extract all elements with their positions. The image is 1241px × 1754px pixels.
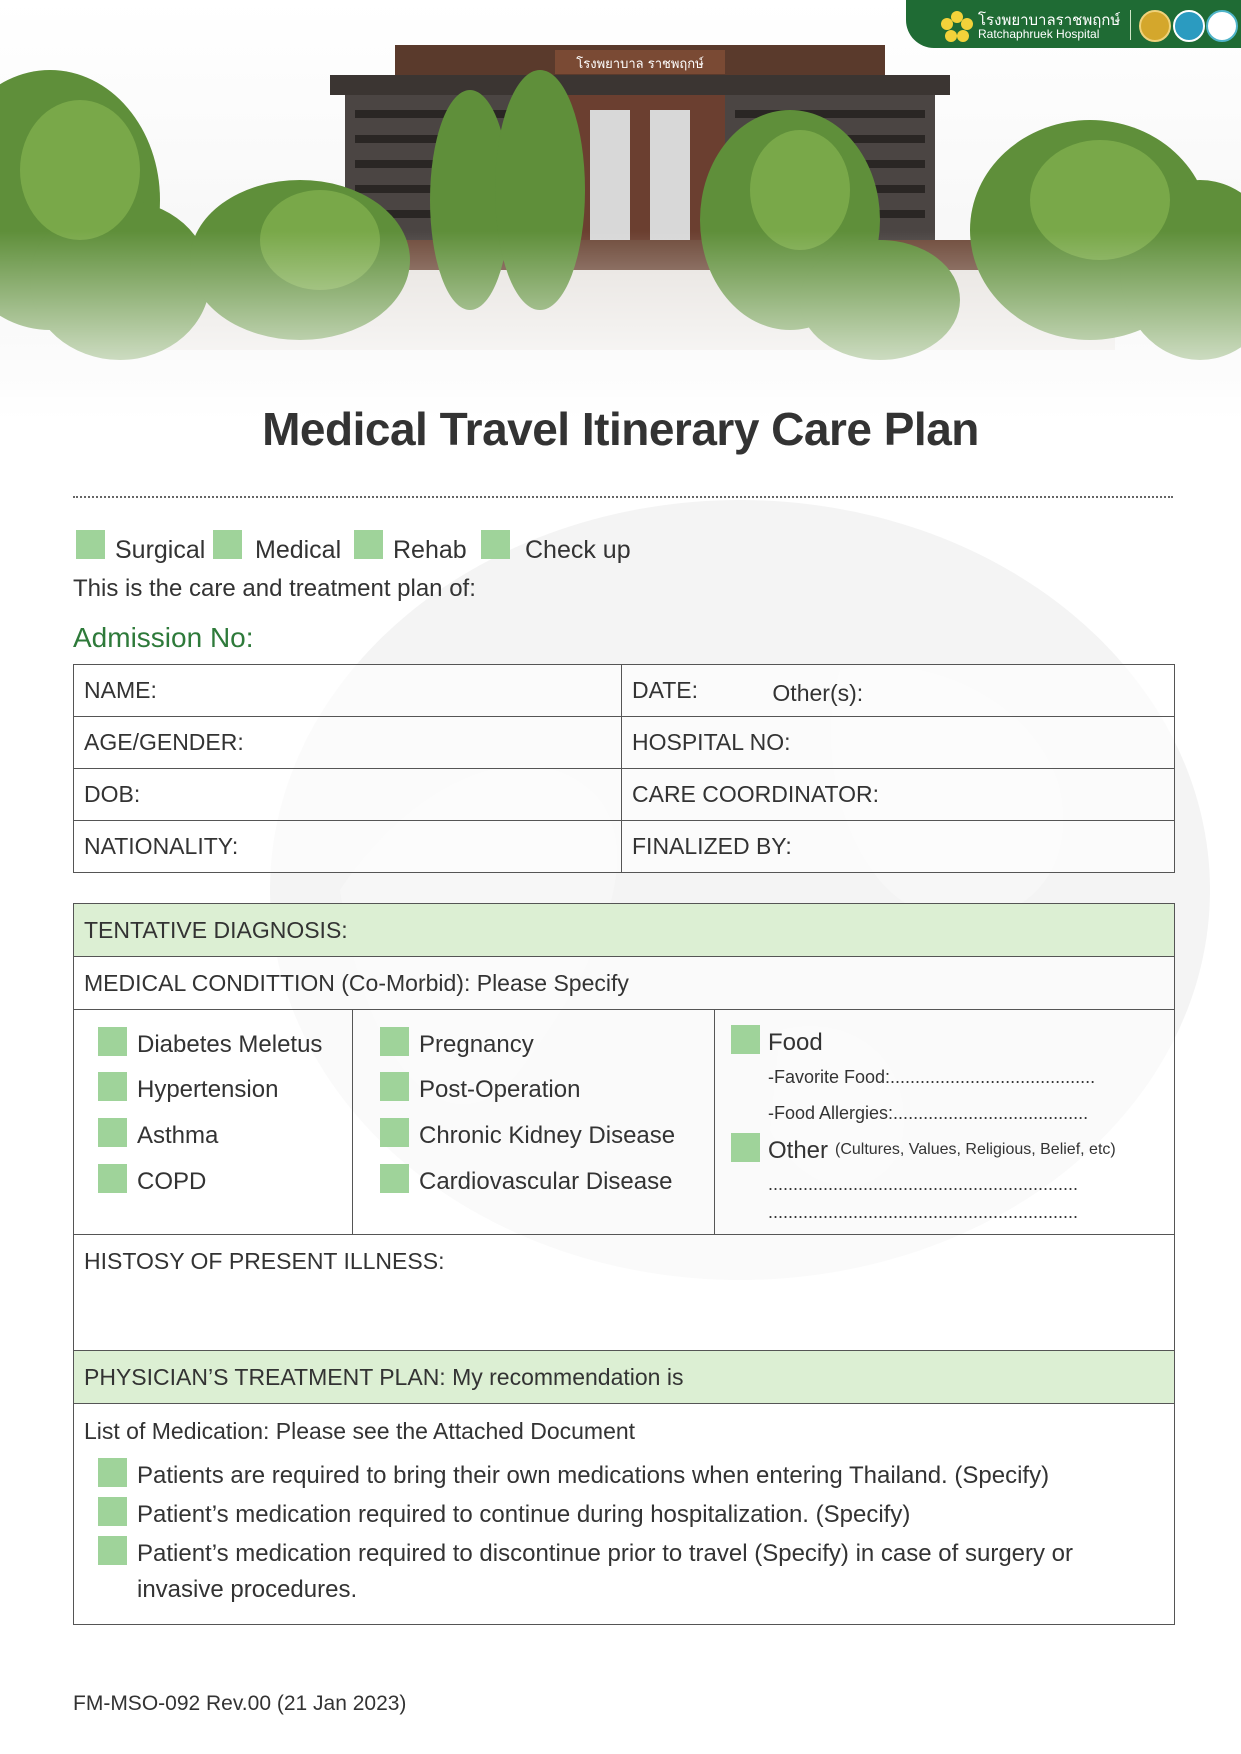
checkbox[interactable] [380, 1027, 409, 1056]
date-label: DATE: [632, 677, 699, 703]
condition-label: COPD [137, 1168, 207, 1195]
date-field[interactable] [622, 665, 1175, 717]
form-revision-footer: FM-MSO-092 Rev.00 (21 Jan 2023) [73, 1692, 407, 1715]
hospital-building-photo [0, 0, 1241, 420]
condition-label: Pregnancy [419, 1031, 534, 1058]
other-label: Other [768, 1137, 829, 1164]
column-divider [352, 1010, 353, 1234]
treatment-plan-row[interactable] [74, 1351, 1174, 1404]
option-label: Medical [255, 536, 342, 564]
tentative-diagnosis-label: TENTATIVE DIAGNOSIS: [84, 917, 348, 943]
checkbox[interactable] [380, 1164, 409, 1193]
option-label: Check up [525, 536, 631, 564]
checkbox[interactable] [98, 1458, 127, 1487]
other-dotted-line[interactable]: .............................................................. [768, 1202, 1079, 1222]
medication-option-label: Patient’s medication required to continue during hospitalization. (Specify) [137, 1501, 911, 1528]
gold-badge-icon [1139, 10, 1171, 42]
history-present-illness-row[interactable] [74, 1235, 1174, 1351]
option-label: Rehab [393, 536, 467, 564]
column-divider [714, 1010, 715, 1234]
care-plan-section [73, 903, 1175, 1625]
checkbox[interactable] [98, 1536, 127, 1565]
patient-info-table [73, 664, 1175, 873]
food-label: Food [768, 1029, 823, 1056]
checkbox[interactable] [380, 1072, 409, 1101]
checkbox[interactable] [481, 530, 510, 559]
accreditation-badge-icon [1173, 10, 1205, 42]
medication-option-continuation: invasive procedures. [137, 1576, 358, 1603]
finalized-by-field[interactable]: FINALIZED BY: [622, 821, 1175, 873]
checkbox[interactable] [731, 1025, 760, 1054]
medication-option-label: Patient’s medication required to discontinue prior to travel (Specify) in case of surgery or [137, 1540, 1074, 1567]
title-dotted-divider [73, 496, 1173, 498]
checkbox[interactable] [98, 1497, 127, 1526]
checkbox[interactable] [76, 530, 105, 559]
care-coordinator-field[interactable]: CARE COORDINATOR: [622, 769, 1175, 821]
medical-condition-row [74, 957, 1174, 1010]
condition-label: Hypertension [137, 1076, 279, 1103]
condition-label: Asthma [137, 1122, 219, 1149]
medication-list-label: List of Medication: Please see the Attached Document [84, 1418, 636, 1444]
others-label: Other(s): [772, 680, 864, 706]
medical-condition-label: MEDICAL CONDITTION (Co-Morbid): Please Specify [84, 970, 629, 996]
tentative-diagnosis-row[interactable] [74, 904, 1174, 957]
flower-logo-icon [940, 10, 974, 42]
checkbox[interactable] [98, 1072, 127, 1101]
hospital-thai-name: โรงพยาบาลราชพฤกษ์ [978, 11, 1121, 29]
checkbox[interactable] [354, 530, 383, 559]
condition-label: Cardiovascular Disease [419, 1168, 673, 1195]
option-label: Surgical [115, 536, 206, 564]
checkbox[interactable] [213, 530, 242, 559]
hospital-logo-bar [906, 0, 1241, 48]
food-allergies-field[interactable]: -Food Allergies:....................................... [768, 1103, 1089, 1123]
page-title: Medical Travel Itinerary Care Plan [262, 403, 979, 455]
other-note: (Cultures, Values, Religious, Belief, etc) [835, 1141, 1116, 1158]
favorite-food-field[interactable]: -Favorite Food:......................................... [768, 1067, 1096, 1087]
name-field[interactable]: NAME: [74, 665, 622, 717]
dob-field[interactable]: DOB: [74, 769, 622, 821]
hospital-english-name: Ratchaphruek Hospital [978, 27, 1100, 41]
logo-divider [1130, 10, 1131, 40]
other-dotted-line[interactable]: .............................................................. [768, 1174, 1079, 1194]
checkbox[interactable] [98, 1164, 127, 1193]
condition-label: Diabetes Meletus [137, 1031, 323, 1058]
medication-option-label: Patients are required to bring their own medications when entering Thailand. (Specify) [137, 1462, 1050, 1489]
nationality-field[interactable]: NATIONALITY: [74, 821, 622, 873]
treatment-plan-label: PHYSICIAN’S TREATMENT PLAN: My recommendation is [84, 1364, 684, 1390]
tree-badge-icon [1206, 10, 1238, 42]
checkbox[interactable] [731, 1133, 760, 1162]
admission-number-label: Admission No: [73, 622, 254, 653]
intro-text: This is the care and treatment plan of: [73, 575, 476, 602]
condition-label: Chronic Kidney Disease [419, 1122, 676, 1149]
condition-label: Post-Operation [419, 1076, 581, 1103]
checkbox[interactable] [380, 1118, 409, 1147]
age-gender-field[interactable]: AGE/GENDER: [74, 717, 622, 769]
checkbox[interactable] [98, 1118, 127, 1147]
checkbox[interactable] [98, 1027, 127, 1056]
hospital-no-field[interactable]: HOSPITAL NO: [622, 717, 1175, 769]
history-label: HISTOSY OF PRESENT ILLNESS: [84, 1248, 445, 1274]
